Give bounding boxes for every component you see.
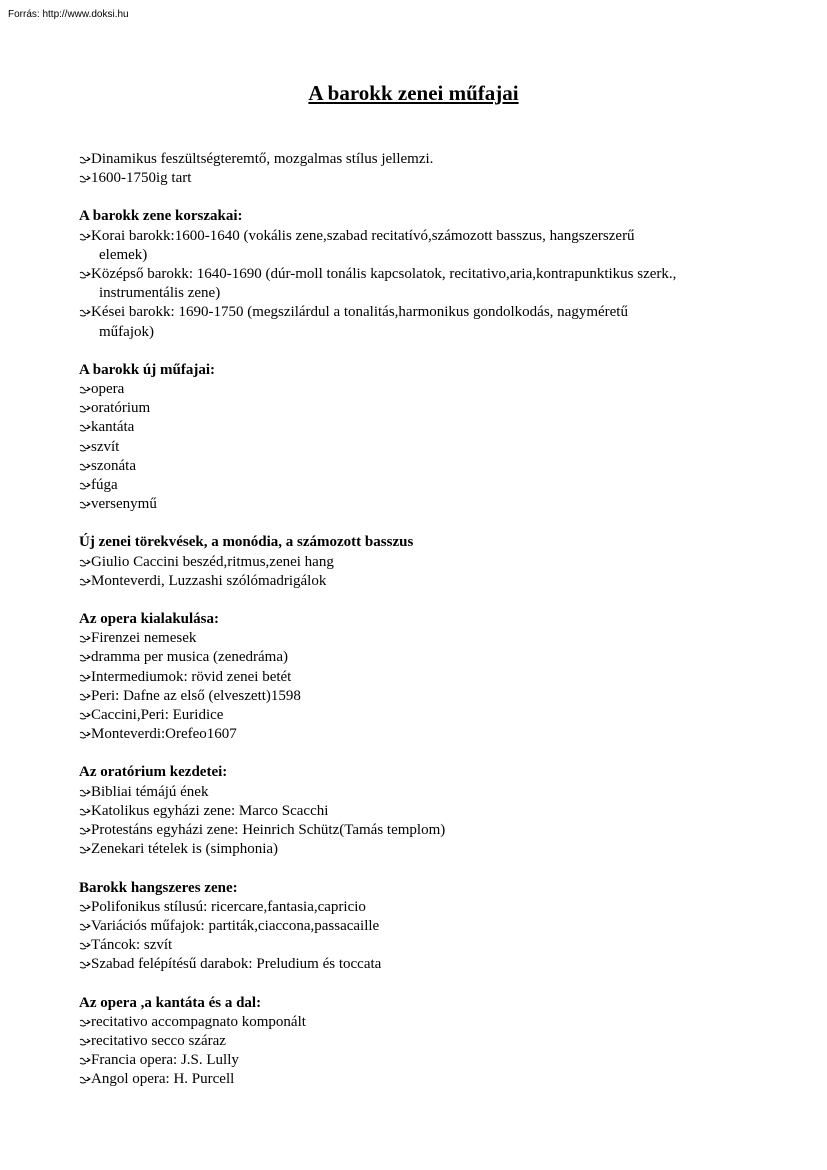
list-item — [79, 418, 759, 437]
section — [79, 763, 759, 859]
list-item-text: szvít — [91, 438, 120, 455]
feather-arrow-icon — [79, 1037, 91, 1047]
list-item-text: Zenekari tételek is (simphonia) — [91, 841, 279, 858]
feather-arrow-icon — [79, 960, 91, 970]
section — [79, 361, 759, 515]
section — [79, 994, 759, 1090]
section-heading: Új zenei törekvések, a monódia, a számozott basszus — [79, 534, 414, 551]
list-item — [79, 380, 759, 399]
list-item — [79, 438, 759, 457]
feather-arrow-icon — [79, 385, 91, 395]
section — [79, 207, 759, 341]
list-item — [79, 917, 759, 936]
list-item-text: Angol opera: H. Purcell — [91, 1071, 235, 1088]
list-item-text: Polifonikus stílusú: ricercare,fantasia,capricio — [91, 898, 366, 915]
feather-arrow-icon — [79, 903, 91, 913]
list-item-continuation: műfajok) — [99, 323, 154, 340]
section — [79, 879, 759, 975]
feather-arrow-icon — [79, 634, 91, 644]
feather-arrow-icon — [79, 270, 91, 280]
list-item-text: szonáta — [91, 457, 136, 474]
section-heading: Az oratórium kezdetei: — [79, 764, 228, 781]
list-item-text: fúga — [91, 477, 118, 494]
list-item — [79, 572, 759, 591]
feather-arrow-icon — [79, 481, 91, 491]
feather-arrow-icon — [79, 443, 91, 453]
list-item-text: recitativo secco száraz — [91, 1032, 226, 1049]
list-item-text: Peri: Dafne az első (elveszett)1598 — [91, 687, 301, 704]
list-item-text: Firenzei nemesek — [91, 630, 197, 647]
section — [79, 533, 759, 591]
list-item-text: Caccini,Peri: Euridice — [91, 707, 224, 724]
list-item-text: Bibliai témájú ének — [91, 783, 209, 800]
feather-arrow-icon — [79, 404, 91, 414]
section-heading: A barokk zene korszakai: — [79, 208, 243, 225]
list-item-text: Monteverdi:Orefeo1607 — [91, 726, 237, 743]
list-item — [79, 303, 759, 341]
feather-arrow-icon — [79, 730, 91, 740]
list-item-text: dramma per musica (zenedráma) — [91, 649, 288, 666]
list-item — [79, 150, 759, 169]
intro-section — [79, 150, 759, 188]
feather-arrow-icon — [79, 462, 91, 472]
list-item — [79, 1070, 759, 1089]
list-item — [79, 629, 759, 648]
list-item-text: Szabad felépítésű darabok: Preludium és toccata — [91, 956, 382, 973]
section-heading: Barokk hangszeres zene: — [79, 879, 238, 896]
feather-arrow-icon — [79, 1075, 91, 1085]
list-item-continuation: instrumentális zene) — [99, 285, 221, 302]
list-item — [79, 840, 759, 859]
list-item-text: Intermediumok: rövid zenei betét — [91, 668, 292, 685]
list-item-text: oratórium — [91, 400, 151, 417]
list-item-text: Katolikus egyházi zene: Marco Scacchi — [91, 802, 329, 819]
list-item-text: Francia opera: J.S. Lully — [91, 1052, 239, 1069]
feather-arrow-icon — [79, 577, 91, 587]
section — [79, 610, 759, 744]
list-item-text: Monteverdi, Luzzashi szólómadrigálok — [91, 572, 327, 589]
list-item-continuation: elemek) — [99, 246, 148, 263]
feather-arrow-icon — [79, 232, 91, 242]
feather-arrow-icon — [79, 155, 91, 165]
list-item-text: Giulio Caccini beszéd,ritmus,zenei hang — [91, 553, 334, 570]
list-item — [79, 457, 759, 476]
feather-arrow-icon — [79, 308, 91, 318]
list-item-text: Táncok: szvít — [91, 937, 173, 954]
list-item-text: 1600-1750ig tart — [91, 170, 192, 187]
list-item — [79, 821, 759, 840]
list-item — [79, 1013, 759, 1032]
list-item — [79, 668, 759, 687]
section-heading: Az opera kialakulása: — [79, 611, 220, 628]
list-item-text: Középső barokk: 1640-1690 (dúr-moll tonális kapcsolatok, recitativo,aria,kontrapunktikus szerk., — [91, 266, 677, 283]
list-item — [79, 265, 759, 303]
feather-arrow-icon — [79, 788, 91, 798]
source-note: Forrás: http://www.doksi.hu — [8, 9, 129, 20]
list-item — [79, 725, 759, 744]
list-item-text: Kései barokk: 1690-1750 (megszilárdul a tonalitás,harmonikus gondolkodás, nagyméretű — [91, 304, 628, 321]
list-item — [79, 936, 759, 955]
list-item-text: recitativo accompagnato komponált — [91, 1013, 306, 1030]
feather-arrow-icon — [79, 653, 91, 663]
list-item — [79, 687, 759, 706]
list-item-text: Dinamikus feszültségteremtő, mozgalmas stílus jellemzi. — [91, 151, 434, 167]
list-item — [79, 227, 759, 265]
feather-arrow-icon — [79, 826, 91, 836]
list-item — [79, 955, 759, 974]
feather-arrow-icon — [79, 807, 91, 817]
feather-arrow-icon — [79, 1056, 91, 1066]
list-item — [79, 648, 759, 667]
list-item — [79, 495, 759, 514]
feather-arrow-icon — [79, 423, 91, 433]
list-item — [79, 783, 759, 802]
list-item-text: opera — [91, 381, 125, 398]
list-item — [79, 802, 759, 821]
list-item — [79, 898, 759, 917]
feather-arrow-icon — [79, 922, 91, 932]
list-item-text: versenymű — [91, 496, 157, 513]
list-item — [79, 553, 759, 572]
feather-arrow-icon — [79, 692, 91, 702]
section-heading: A barokk új műfajai: — [79, 361, 215, 378]
feather-arrow-icon — [79, 673, 91, 683]
section-heading: Az opera ,a kantáta és a dal: — [79, 994, 262, 1011]
list-item — [79, 399, 759, 418]
document-body — [79, 150, 759, 1109]
list-item — [79, 1032, 759, 1051]
list-item — [79, 169, 759, 188]
list-item — [79, 1051, 759, 1070]
feather-arrow-icon — [79, 711, 91, 721]
list-item — [79, 476, 759, 495]
list-item-text: kantáta — [91, 419, 135, 436]
feather-arrow-icon — [79, 941, 91, 951]
feather-arrow-icon — [79, 500, 91, 510]
list-item-text: Korai barokk:1600-1640 (vokális zene,szabad recitatívó,számozott basszus, hangszerszerű — [91, 227, 635, 244]
list-item-text: Protestáns egyházi zene: Heinrich Schütz(Tamás templom) — [91, 822, 446, 839]
feather-arrow-icon — [79, 558, 91, 568]
list-item-text: Variációs műfajok: partiták,ciaccona,passacaille — [91, 917, 380, 934]
feather-arrow-icon — [79, 1018, 91, 1028]
feather-arrow-icon — [79, 845, 91, 855]
list-item — [79, 706, 759, 725]
feather-arrow-icon — [79, 174, 91, 184]
page-title: A barokk zenei műfajai — [308, 81, 519, 105]
